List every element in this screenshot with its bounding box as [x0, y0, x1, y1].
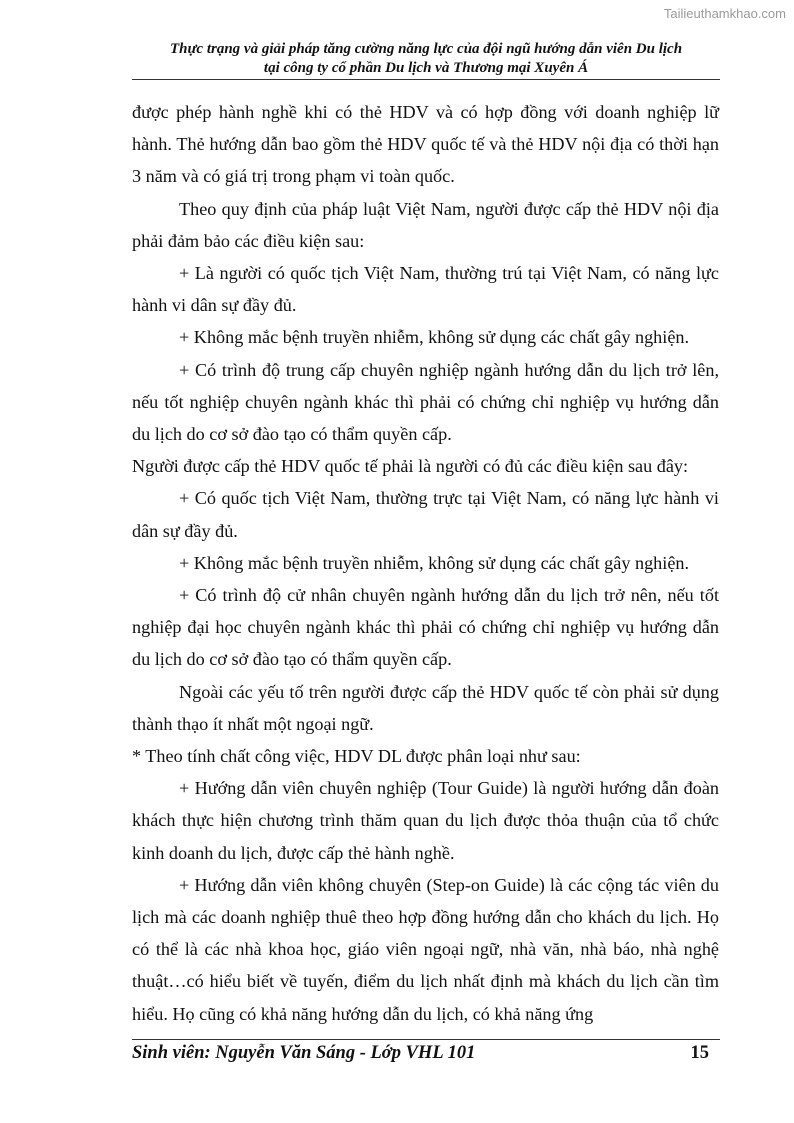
watermark: Tailieuthamkhao.com: [663, 6, 786, 21]
list-item-domestic-3: + Có trình độ trung cấp chuyên nghiệp ngành hướng dẫn du lịch trở lên, nếu tốt nghiệp chuyên ngành khác thì phải có chứng chỉ nghiệp vụ hướng dẫn du lịch do cơ sở đào tạo có thẩm quyền cấp.: [132, 359, 719, 445]
list-item-step-on-guide: + Hướng dẫn viên không chuyên (Step-on Guide) là các cộng tác viên du lịch mà các doanh nghiệp thuê theo hợp đồng hướng dẫn cho khách du lịch. Họ có thể là các nhà khoa học, giáo viên ngoại ngữ, nhà văn, nhà báo, nhà nghệ thuật…có hiểu biết về tuyến, điểm du lịch nhất định mà khách du lịch cần tìm hiểu. Họ cũng có khả năng hướng dẫn du lịch, có khả năng ứng: [132, 874, 719, 1024]
header-line-2: tại công ty cổ phần Du lịch và Thương mại Xuyên Á: [263, 60, 589, 76]
paragraph-international: Người được cấp thẻ HDV quốc tế phải là người có đủ các điều kiện sau đây:: [132, 456, 689, 477]
list-item-international-1: + Có quốc tịch Việt Nam, thường trực tại Việt Nam, có năng lực hành vi dân sự đầy đủ.: [132, 488, 719, 541]
paragraph-1: được phép hành nghề khi có thẻ HDV và có hợp đồng với doanh nghiệp lữ hành. Thẻ hướng dẫn bao gồm thẻ HDV quốc tế và thẻ HDV nội địa có thời hạn 3 năm và có giá trị trong phạm vi toàn quốc.: [132, 102, 719, 187]
list-item-tour-guide: + Hướng dẫn viên chuyên nghiệp (Tour Guide) là người hướng dẫn đoàn khách thực hiện chương trình thăm quan du lịch được thỏa thuận của tổ chức kinh doanh du lịch, được cấp thẻ hành nghề.: [132, 778, 719, 863]
document-body: [132, 96, 719, 1030]
paragraph-2: Theo quy định của pháp luật Việt Nam, người được cấp thẻ HDV nội địa phải đảm bảo các điều kiện sau:: [132, 198, 719, 251]
header-line-1: Thực trạng và giải pháp tăng cường năng lực của đội ngũ hướng dẫn viên Du lịch: [169, 41, 683, 57]
list-item-domestic-2: + Không mắc bệnh truyền nhiễm, không sử dụng các chất gây nghiện.: [179, 327, 690, 348]
list-item-international-2: + Không mắc bệnh truyền nhiễm, không sử dụng các chất gây nghiện.: [179, 552, 690, 573]
header-divider: [132, 79, 720, 80]
list-item-international-3: + Có trình độ cử nhân chuyên ngành hướng dẫn du lịch trở nên, nếu tốt nghiệp đại học chuyên ngành khác thì phải có chứng chỉ nghiệp vụ hướng dẫn du lịch do cơ sở đào tạo có thẩm quyền cấp.: [132, 585, 719, 670]
page-footer: [132, 1043, 709, 1064]
page-header: [132, 40, 720, 78]
paragraph-language: Ngoài các yếu tố trên người được cấp thẻ HDV quốc tế còn phải sử dụng thành thạo ít nhất một ngoại ngữ.: [132, 681, 719, 734]
list-item-domestic-1: + Là người có quốc tịch Việt Nam, thường trú tại Việt Nam, có năng lực hành vi dân sự đầy đủ.: [132, 263, 719, 316]
page-number: 15: [690, 1043, 709, 1063]
footer-author: Sinh viên: Nguyễn Văn Sáng - Lớp VHL 101: [132, 1043, 476, 1063]
footer-divider: [132, 1039, 720, 1040]
paragraph-classification: * Theo tính chất công việc, HDV DL được phân loại như sau:: [132, 746, 581, 767]
